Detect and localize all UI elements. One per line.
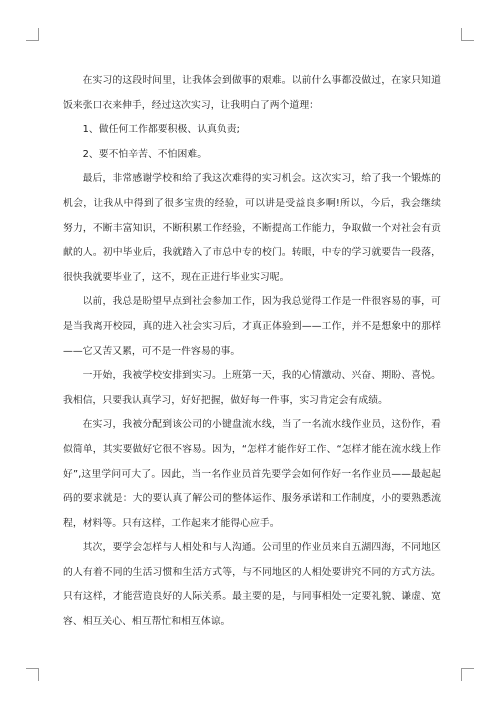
paragraph-first-day: 一开始，我被学校安排到实习。上班第一天，我的心情激动、兴奋、期盼、喜悦。我相信，只要我认真学习，好好把握，做好每一件事，实习肯定会有成绩。: [63, 370, 441, 406]
paragraph-assembly-line: 在实习，我被分配到该公司的小键盘流水线，当了一名流水线作业员，这份作，看似简单，其实要做好它很不容易。因为，“怎样才能作好工作、“怎样才能在流水线上作好”,这里学问可大了。因此，当一名作业员首先要学会如何作好一名作业员——最起起码的要求就是：大的要认真了解公司的整体运作、服务承诺和工作制度，小的要熟悉流程，材料等。只有这样，工作起来才能得心应手。: [63, 419, 441, 529]
paragraph-intro: 在实习的这段时间里，让我体会到做事的艰难。以前什么事都没做过，在家只知道饭来张口衣来伸手，经过这次实习，让我明白了两个道理：: [63, 75, 441, 111]
page-corner-mark-bottom-left: [26, 668, 39, 681]
paragraph-lesson-1: 1、做任何工作都要积极、认真负责;: [82, 124, 240, 136]
document-body: [63, 69, 441, 635]
page-corner-mark-top-right: [461, 28, 474, 41]
paragraph-before-work: 以前，我总是盼望早点到社会参加工作，因为我总觉得工作是一件很容易的事，可是当我离开校园，真的进入社会实习后，才真正体验到——工作，并不是想象中的那样——它又苦又累，可不是一件容易的事。: [63, 296, 441, 357]
page-corner-mark-bottom-right: [461, 668, 474, 681]
page-corner-mark-top-left: [26, 28, 39, 41]
paragraph-thanks: 最后，非常感谢学校和给了我这次难得的实习机会。这次实习，给了我一个锻炼的机会，让我从中得到了很多宝贵的经验，可以讲是受益良多啊!所以，今后，我会继续努力，不断丰富知识，不断积累工作经验，不断提高工作能力，争取做一个对社会有贡献的人。初中毕业后，我就踏入了市总中专的校门。转眼，中专的学习就要告一段落，很快我就要毕业了，这不，现在正进行毕业实习呢。: [63, 173, 441, 283]
paragraph-lesson-2: 2、要不怕辛苦、不怕困难。: [82, 148, 208, 160]
paragraph-communication: 其次，要学会怎样与人相处和与人沟通。公司里的作业员来自五湖四海，不同地区的人有着不同的生活习惯和生活方式等，与不同地区的人相处要讲究不同的方式方法。只有这样，才能营造良好的人际关系。最主要的是，与同事相处一定要礼貌、谦虚、宽容、相互关心、相互帮忙和相互体谅。: [63, 542, 441, 628]
